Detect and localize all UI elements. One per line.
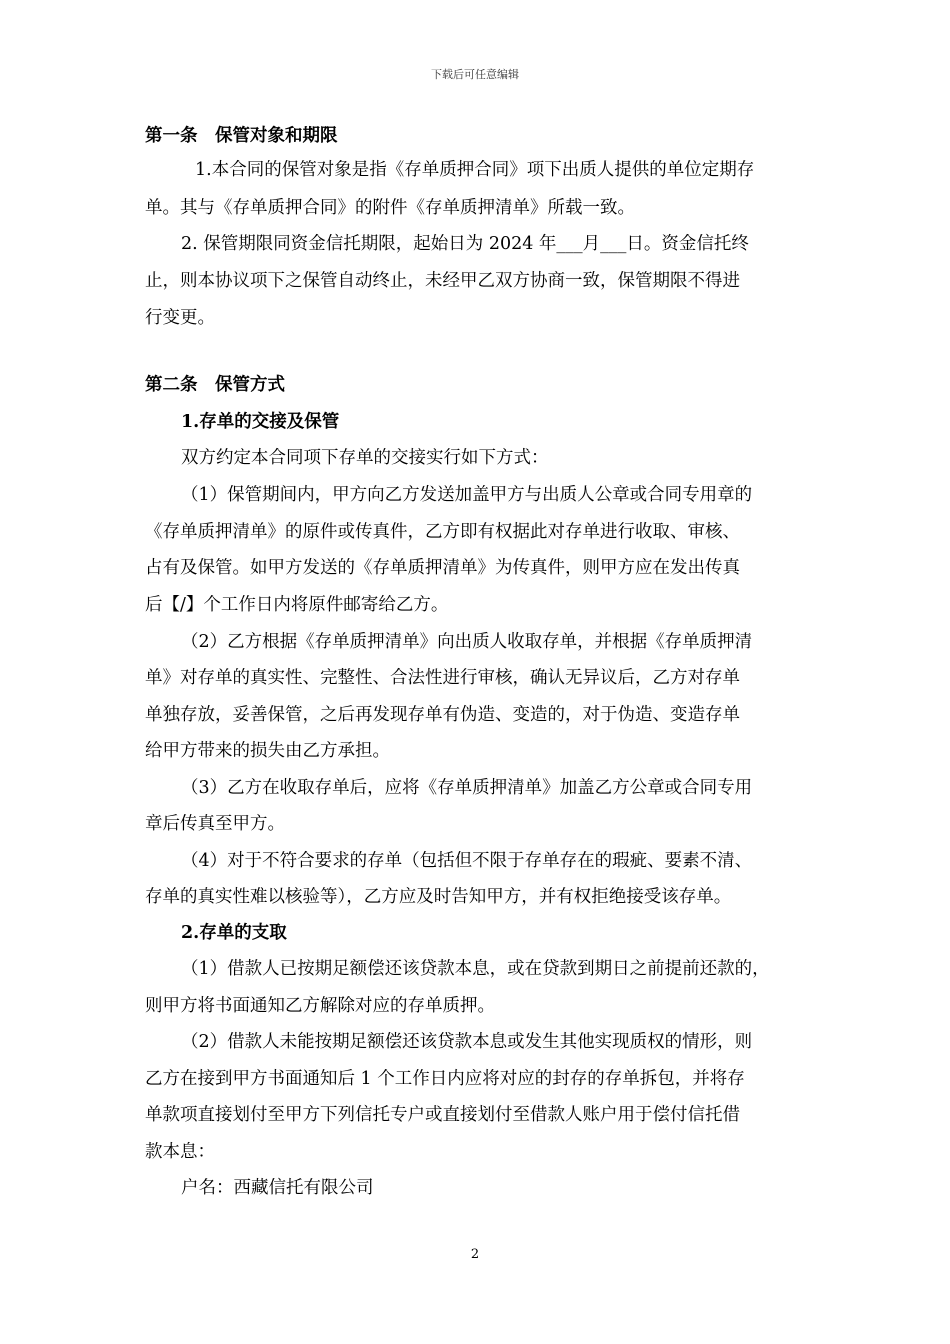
paragraph-line: 单。其与《存单质押合同》的附件《存单质押清单》所载一致。 [145, 198, 635, 218]
paragraph-line: （1）借款人已按期足额偿还该贷款本息，或在贷款到期日之前提前还款的， [181, 959, 770, 979]
page-number: 2 [470, 1247, 480, 1262]
paragraph-line: 单独存放，妥善保管，之后再发现存单有伪造、变造的，对于伪造、变造存单 [145, 705, 740, 725]
paragraph-line: 款本息： [145, 1142, 215, 1162]
paragraph-line: （2）借款人未能按期足额偿还该贷款本息或发生其他实现质权的情形，则 [181, 1032, 753, 1052]
paragraph-line: 1.本合同的保管对象是指《存单质押合同》项下出质人提供的单位定期存 [195, 160, 755, 180]
paragraph-line: 户名：西藏信托有限公司 [181, 1178, 374, 1198]
paragraph-line: 存单的真实性难以核验等），乙方应及时告知甲方，并有权拒绝接受该存单。 [145, 887, 732, 907]
paragraph-line: 单款项直接划付至甲方下列信托专户或直接划付至借款人账户用于偿付信托借 [145, 1105, 740, 1125]
paragraph-line: 后【/】个工作日内将原件邮寄给乙方。 [145, 595, 449, 615]
paragraph-line: 单》对存单的真实性、完整性、合法性进行审核，确认无异议后，乙方对存单 [145, 668, 740, 688]
paragraph-line: 止，则本协议项下之保管自动终止，未经甲乙双方协商一致，保管期限不得进 [145, 271, 740, 291]
article-1-heading: 第一条 保管对象和期限 [145, 126, 338, 146]
page-header: 下载后可任意编辑 [431, 68, 519, 81]
paragraph-line: 乙方在接到甲方书面通知后 1 个工作日内应将对应的封存的存单拆包，并将存 [145, 1069, 745, 1089]
paragraph-line: （1）保管期间内，甲方向乙方发送加盖甲方与出质人公章或合同专用章的 [181, 485, 753, 505]
paragraph-line: 2. 保管期限同资金信托期限，起始日为 2024 年___月___日。资金信托终 [181, 234, 749, 254]
paragraph-line: （2）乙方根据《存单质押清单》向出质人收取存单，并根据《存单质押清 [181, 632, 753, 652]
paragraph-line: 则甲方将书面通知乙方解除对应的存单质押。 [145, 996, 495, 1016]
paragraph-line: 行变更。 [145, 308, 215, 328]
paragraph-line: （3）乙方在收取存单后，应将《存单质押清单》加盖乙方公章或合同专用 [181, 778, 753, 798]
paragraph-line: 占有及保管。如甲方发送的《存单质押清单》为传真件，则甲方应在发出传真 [145, 558, 740, 578]
paragraph-line: 双方约定本合同项下存单的交接实行如下方式： [181, 448, 549, 468]
paragraph-line: 给甲方带来的损失由乙方承担。 [145, 741, 390, 761]
section-heading: 1.存单的交接及保管 [181, 412, 340, 432]
paragraph-line: 章后传真至甲方。 [145, 814, 285, 834]
paragraph-line: （4）对于不符合要求的存单（包括但不限于存单存在的瑕疵、要素不清、 [181, 851, 753, 871]
paragraph-line: 《存单质押清单》的原件或传真件，乙方即有权据此对存单进行收取、审核、 [145, 522, 740, 542]
article-2-heading: 第二条 保管方式 [145, 375, 285, 395]
section-heading: 2.存单的支取 [181, 923, 287, 943]
